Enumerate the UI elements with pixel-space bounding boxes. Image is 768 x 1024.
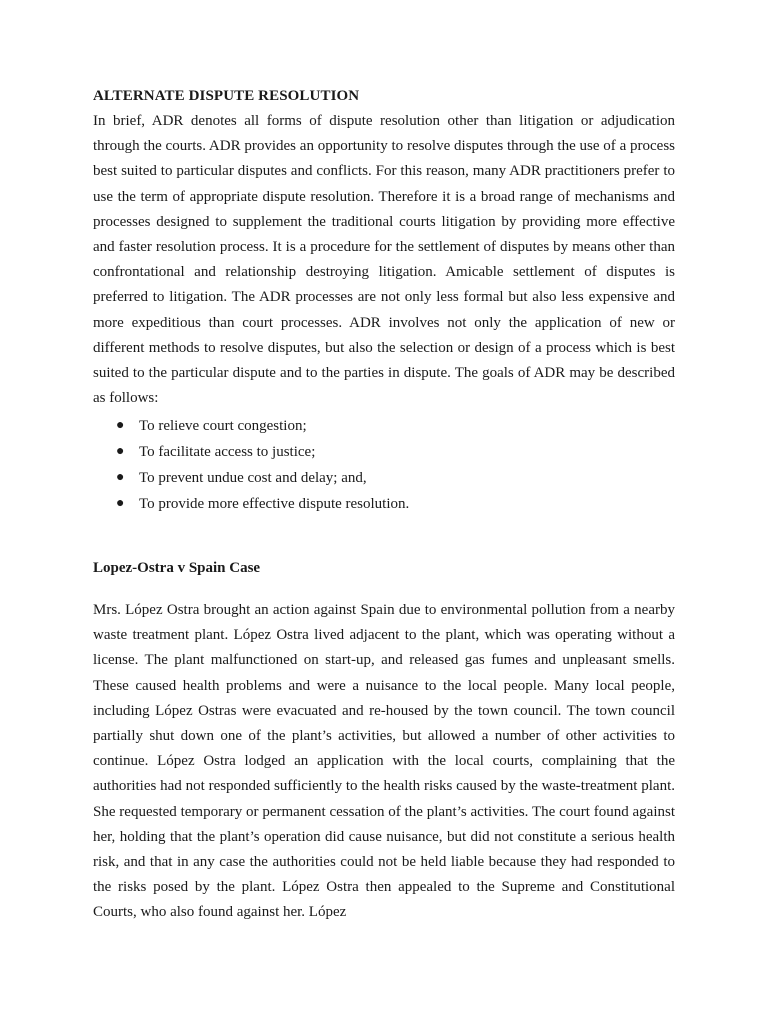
lopez-ostra-paragraph: Mrs. López Ostra brought an action against Spain due to environmental pollution from a nearby waste treatment plant. López Ostra lived adjacent to the plant, which was operating without a license. The plant malfunctioned on start-up, and released gas fumes and unpleasant smells. These caused health problems and were a nuisance to the local people. Many local people, including López Ostras were evacuated and re-housed by the town council. The town council partially shut down one of the plant’s activities, but allowed a number of other activities to continue. López Ostra lodged an application with the local courts, complaining that the authorities had not responded sufficiently to the health risks caused by the waste-treatment plant. She requested temporary or permanent cessation of the plant’s activities. The court found against her, holding that the plant’s operation did cause nuisance, but did not constitute a serious health risk, and that in any case the authorities could not be held liable because they had responded to the risks posed by the plant. López Ostra then appealed to the Supreme and Constitutional Courts, who also found against her. López [93,602,675,921]
list-item-text: To facilitate access to justice; [139,444,316,460]
section-heading-adr: ALTERNATE DISPUTE RESOLUTION [93,88,360,104]
list-item-text: To prevent undue cost and delay; and, [139,470,367,486]
list-item-text: To relieve court congestion; [139,418,307,434]
list-item [93,439,675,465]
bullet-icon: ● [116,444,125,459]
bullet-icon: ● [116,470,125,485]
bullet-icon: ● [116,418,125,433]
list-item [93,465,675,491]
list-item [93,491,675,517]
adr-paragraph: In brief, ADR denotes all forms of dispute resolution other than litigation or adjudication through the courts. ADR provides an opportunity to resolve disputes through the use of a process best suited to particular disputes and conflicts. For this reason, many ADR practitioners prefer to use the term of appropriate dispute resolution. Therefore it is a broad range of mechanisms and processes designed to supplement the traditional courts litigation by providing more effective and faster resolution process. It is a procedure for the settlement of disputes by means other than confrontational and relationship destroying litigation. Amicable settlement of disputes is preferred to litigation. The ADR processes are not only less formal but also less expensive and more expeditious than court processes. ADR involves not only the application of new or different methods to resolve disputes, but also the selection or design of a process which is best suited to the particular dispute and to the parties in dispute. The goals of ADR may be described as follows: [93,113,675,407]
adr-goals-list [93,413,675,517]
list-item-text: To provide more effective dispute resolution. [139,496,410,512]
bullet-icon: ● [116,496,125,511]
section-heading-lopez-ostra: Lopez-Ostra v Spain Case [93,560,261,576]
list-item [93,413,675,439]
